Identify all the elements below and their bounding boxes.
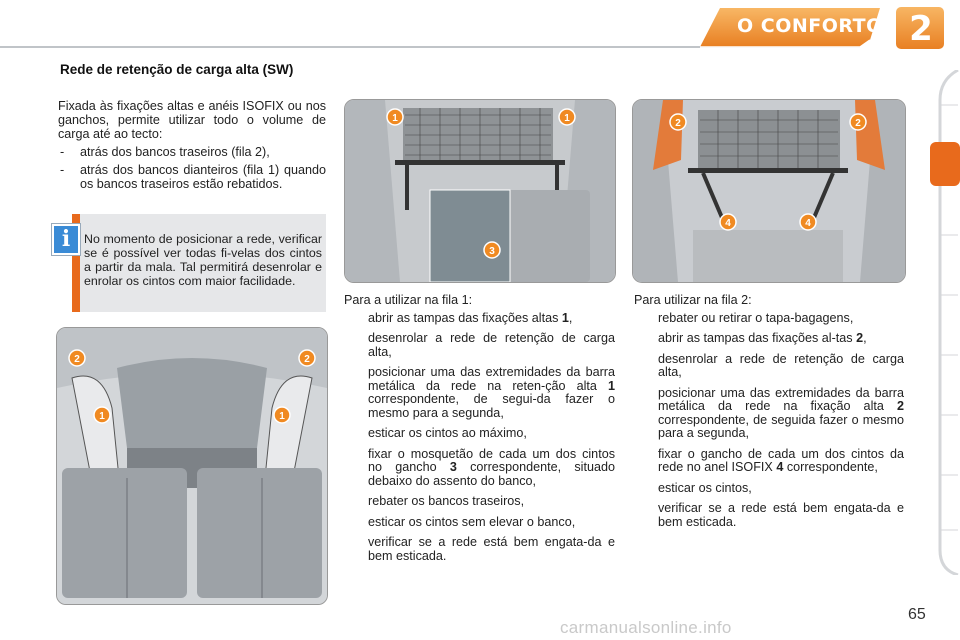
list-item: esticar os cintos ao máximo, bbox=[368, 426, 527, 440]
list-item: verificar se a rede está bem engata-da e bem esticada. bbox=[658, 501, 904, 529]
photo-net-row2 bbox=[632, 99, 906, 283]
callout-label: 2 bbox=[855, 118, 861, 129]
callout-label: 1 bbox=[564, 113, 570, 124]
net-row2-illustration bbox=[633, 100, 905, 282]
info-icon: i bbox=[52, 224, 80, 255]
list-item: abrir as tampas das fixações al-tas 2, bbox=[658, 331, 867, 345]
row1-lead: Para a utilizar na fila 1: bbox=[344, 293, 473, 307]
note-text: No momento de posicionar a rede, verificar se é possível ver todas fi-velas dos cintos a partir da mala. Tal permitirá desenrolar e enrolar os cintos com maior facilidade. bbox=[84, 232, 322, 288]
callout-label: 1 bbox=[392, 113, 398, 124]
list-item: - atrás dos bancos traseiros (fila 2), bbox=[60, 145, 270, 159]
page-number: 65 bbox=[908, 606, 926, 623]
row1-list bbox=[344, 312, 615, 564]
list-item: rebater ou retirar o tapa-bagagens, bbox=[658, 310, 854, 325]
chapter-number: 2 bbox=[909, 9, 933, 49]
watermark: carmanualsonline.info bbox=[560, 618, 732, 637]
list-item: posicionar uma das extremidades da barra metálica da rede na reten-ção alta 1 correspondente, de segui-da fazer o mesmo para a segunda, bbox=[368, 365, 615, 420]
callout-label: 1 bbox=[99, 411, 105, 422]
row2-lead: Para utilizar na fila 2: bbox=[634, 293, 752, 307]
row1-instructions bbox=[344, 294, 615, 570]
row2-instructions bbox=[634, 294, 904, 536]
list-item: - atrás dos bancos dianteiros (fila 1) quando os bancos traseiros estão rebatidos. bbox=[60, 163, 326, 191]
callout-label: 4 bbox=[725, 218, 731, 229]
net-row1-illustration bbox=[345, 100, 615, 282]
list-item: verificar se a rede está bem engata-da e bem esticada. bbox=[368, 535, 615, 563]
list-item: esticar os cintos, bbox=[658, 480, 752, 495]
callout-label: 2 bbox=[304, 354, 310, 365]
list-item: desenrolar a rede de retenção de carga alta, bbox=[368, 331, 615, 359]
chapter-tabs[interactable] bbox=[930, 70, 960, 575]
list-item: abrir as tampas das fixações altas 1, bbox=[368, 310, 573, 325]
interior-illustration bbox=[57, 328, 327, 604]
callout-label: 1 bbox=[279, 411, 285, 422]
chapter-title: O CONFORTO bbox=[737, 15, 883, 37]
list-item: desenrolar a rede de retenção de carga alta, bbox=[658, 351, 904, 379]
callout-label: 2 bbox=[74, 354, 80, 365]
callout-label: 3 bbox=[489, 246, 495, 257]
list-item: fixar o gancho de cada um dos cintos da rede no anel ISOFIX 4 correspondente, bbox=[658, 446, 904, 474]
tab-active bbox=[930, 142, 960, 186]
row2-list bbox=[634, 312, 904, 530]
callout-label: 2 bbox=[675, 118, 681, 129]
list-item: posicionar uma das extremidades da barra metálica da rede na fixação alta 2 correspondente, de seguida fazer o mesmo para a segunda, bbox=[658, 385, 904, 440]
photo-net-row1 bbox=[344, 99, 616, 283]
intro-text: Fixada às fixações altas e anéis ISOFIX ou nos ganchos, permite utilizar todo o volume de carga até ao tecto: bbox=[58, 99, 326, 141]
photo-interior bbox=[56, 327, 328, 605]
callout-label: 4 bbox=[805, 218, 811, 229]
list-item: rebater os bancos traseiros, bbox=[368, 494, 525, 508]
section-title: Rede de retenção de carga alta (SW) bbox=[60, 62, 294, 77]
intro-block bbox=[58, 99, 326, 195]
list-item: esticar os cintos sem elevar o banco, bbox=[368, 514, 576, 529]
list-item: fixar o mosquetão de cada um dos cintos no gancho 3 correspondente, situado debaixo do assento do banco, bbox=[368, 446, 615, 488]
